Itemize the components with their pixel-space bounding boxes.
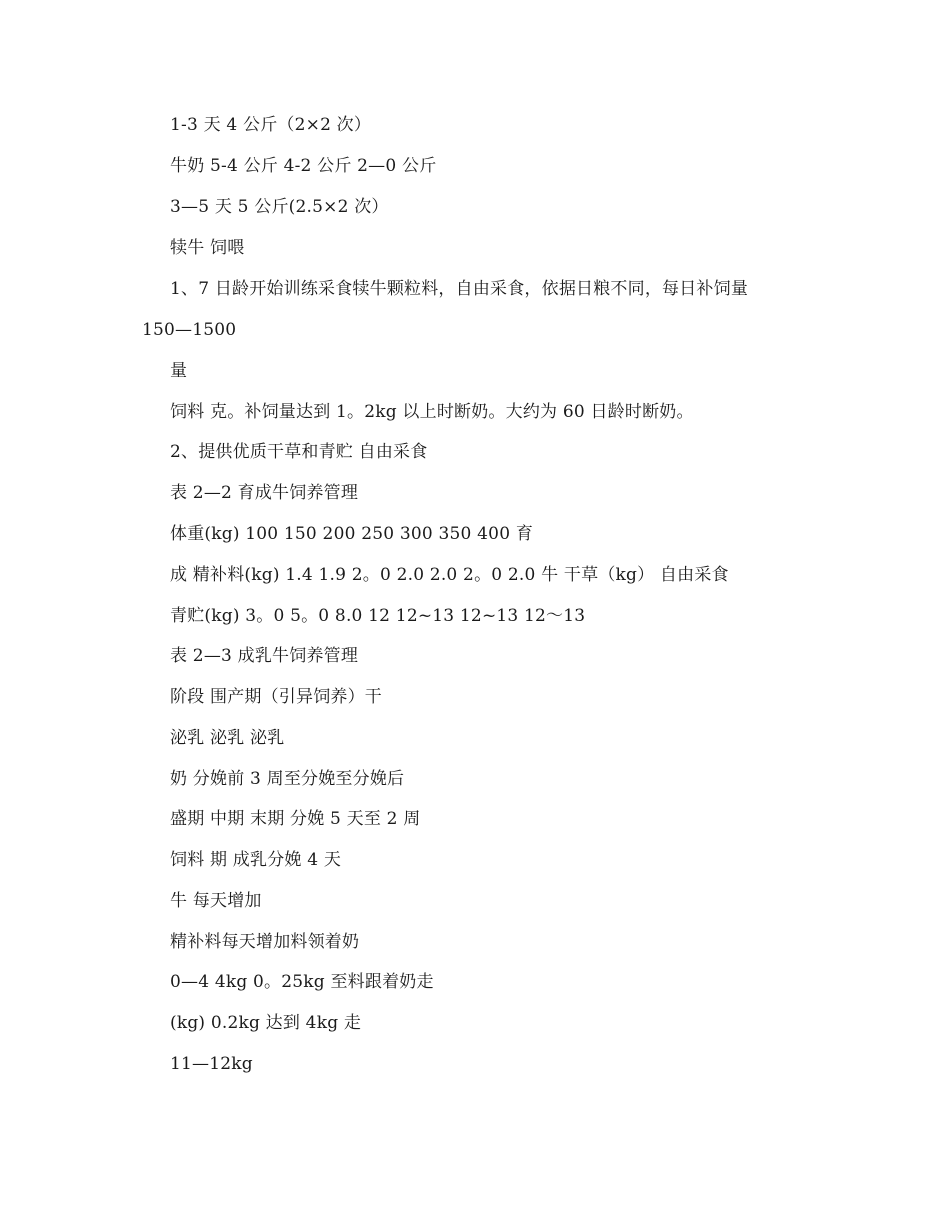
text-line: 150—1500: [142, 320, 237, 340]
text-line: 成 精补料(kg) 1.4 1.9 2。0 2.0 2.0 2。0 2.0 牛 干草（kg） 自由采食: [170, 565, 729, 585]
text-line: 1-3 天 4 公斤（2×2 次）: [170, 115, 372, 135]
text-line: 饲料 克。补饲量达到 1。2kg 以上时断奶。大约为 60 日龄时断奶。: [170, 402, 694, 422]
text-line: 牛 每天增加: [170, 891, 262, 911]
text-line: 量: [170, 361, 188, 381]
text-line: 精补料每天增加料领着奶: [170, 932, 360, 952]
text-line: 2、提供优质干草和青贮 自由采食: [170, 442, 428, 462]
text-line: 牛奶 5-4 公斤 4-2 公斤 2—0 公斤: [170, 156, 437, 176]
text-line: 体重(kg) 100 150 200 250 300 350 400 育: [170, 524, 534, 544]
text-line: 奶 分娩前 3 周至分娩至分娩后: [170, 769, 405, 789]
text-line: (kg) 0.2kg 达到 4kg 走: [170, 1013, 362, 1033]
text-line: 1、7 日龄开始训练采食犊牛颗粒料，自由采食，依据日粮不同，每日补饲量: [170, 279, 749, 299]
text-line: 犊牛 饲喂: [170, 238, 245, 258]
table-title: 表 2—3 成乳牛饲养管理: [170, 646, 359, 666]
text-line: 青贮(kg) 3。0 5。0 8.0 12 12~13 12~13 12～13: [170, 606, 586, 626]
text-line: 盛期 中期 末期 分娩 5 天至 2 周: [170, 809, 421, 829]
table-title: 表 2—2 育成牛饲养管理: [170, 483, 359, 503]
text-line: 泌乳 泌乳 泌乳: [170, 728, 285, 748]
text-line: 11—12kg: [170, 1054, 253, 1074]
text-line: 阶段 围产期（引异饲养）干: [170, 687, 383, 707]
text-line: 饲料 期 成乳分娩 4 天: [170, 850, 342, 870]
text-line: 3—5 天 5 公斤(2.5×2 次）: [170, 197, 389, 217]
text-line: 0—4 4kg 0。25kg 至料跟着奶走: [170, 972, 434, 992]
